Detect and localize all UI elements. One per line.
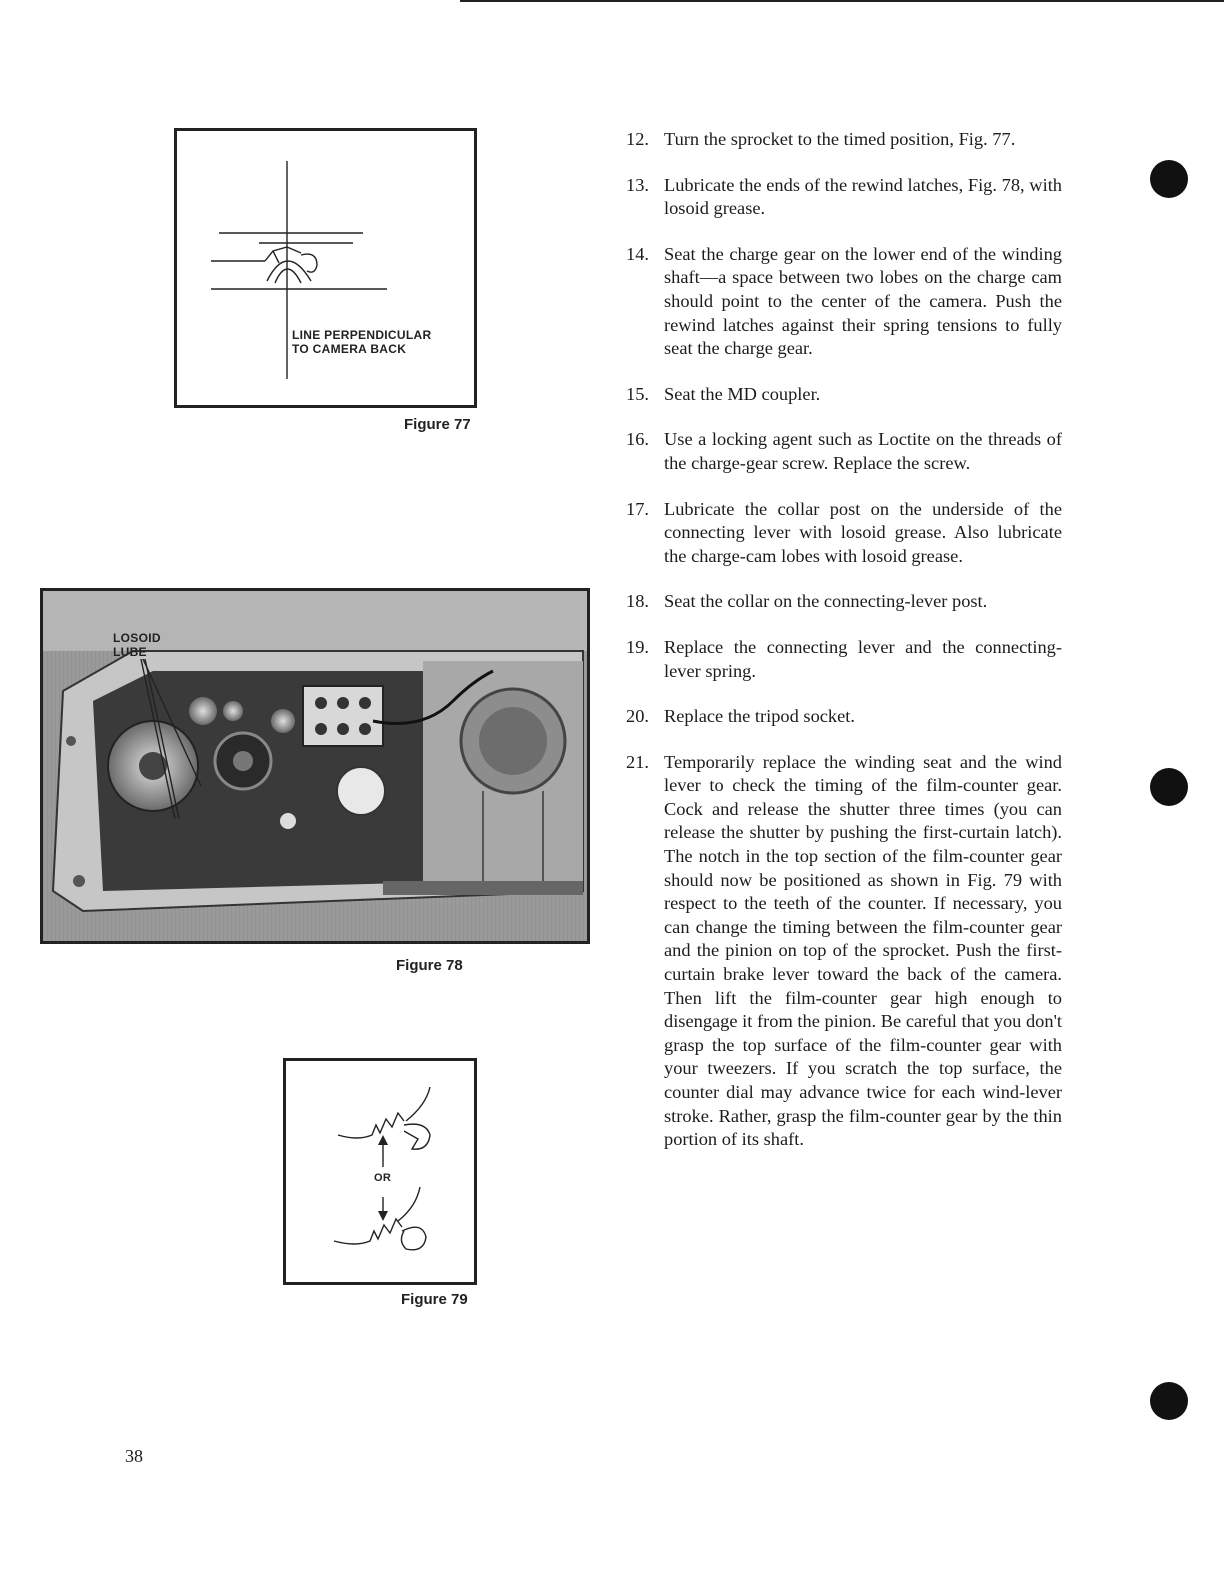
figure-78-label-line2: LUBE <box>113 645 147 659</box>
figure-79-caption: Figure 79 <box>401 1291 468 1308</box>
step-text: Replace the connecting lever and the connecting-lever spring. <box>664 636 1062 681</box>
step-number: 18. <box>626 591 649 612</box>
figure-79-or-label: OR <box>374 1172 392 1184</box>
figure-77-label-line2: TO CAMERA BACK <box>292 342 407 356</box>
figure-77-diagram <box>174 128 477 408</box>
step-text: Turn the sprocket to the timed position, Fig. 77. <box>664 129 1016 149</box>
step-14 <box>622 243 1062 361</box>
step-number: 19. <box>626 636 649 657</box>
step-18 <box>622 590 1062 614</box>
binder-hole-bottom <box>1150 1382 1188 1420</box>
figure-78-photo <box>40 588 590 944</box>
step-text: Replace the tripod socket. <box>664 706 855 727</box>
figure-77-label <box>292 328 431 356</box>
step-text: Seat the MD coupler. <box>664 383 821 404</box>
step-text: Lubricate the ends of the rewind latches, Fig. 78, with losoid grease. <box>664 174 1062 219</box>
page-number: 38 <box>125 1446 143 1466</box>
step-number: 14. <box>626 243 649 264</box>
step-number: 15. <box>626 383 649 404</box>
step-number: 13. <box>626 174 649 195</box>
step-19 <box>622 636 1062 683</box>
step-number: 16. <box>626 429 649 450</box>
step-text: Use a locking agent such as Loctite on the threads of the charge-gear screw. Replace the screw. <box>664 429 1062 473</box>
step-text: Seat the charge gear on the lower end of the winding shaft—a space between two lobes on the charge cam should point to the center of the camera. Push the rewind latches against their spring tensions to fully seat the charge gear. <box>664 243 1062 359</box>
step-16 <box>622 428 1062 475</box>
figure-78-label-line1: LOSOID <box>113 631 161 645</box>
step-text: Lubricate the collar post on the underside of the connecting lever with losoid grease. Also lubricate the charge-cam lobes with losoid grease. <box>664 498 1062 566</box>
step-number: 12. <box>626 129 649 149</box>
step-number: 20. <box>626 706 649 727</box>
step-12 <box>622 128 1062 152</box>
figure-79-diagram <box>283 1058 477 1285</box>
step-20 <box>622 705 1062 729</box>
step-text: Temporarily replace the winding seat and the wind lever to check the timing of the film-counter gear. Cock and release the shutter three times (you can release the shutter by pushing the first-curtain latch). The notch in the top section of the film-counter gear should now be positioned as shown in Fig. 79 with respect to the teeth of the counter. If necessary, you can change the timing between the film-counter gear and the pinion on top of the sprocket. Push the first-curtain brake lever toward the back of the camera. Then lift the film-counter gear high enough to disengage it from the pinion. Be careful that you don't grasp the top surface of the film-counter gear with your tweezers. If you scratch the top surface, the counter dial may advance twice for each wind-lever stroke. Rather, grasp the film-counter gear by the thin portion of its shaft. <box>664 751 1062 1150</box>
figure-77-label-line1: LINE PERPENDICULAR <box>292 328 432 342</box>
binder-hole-middle <box>1150 768 1188 806</box>
figure-77-line-drawing <box>177 131 474 405</box>
step-text: Seat the collar on the connecting-lever post. <box>664 591 988 612</box>
step-number: 17. <box>626 498 649 519</box>
figure-78-label <box>113 631 161 659</box>
figure-77-caption: Figure 77 <box>404 416 471 433</box>
step-13 <box>622 174 1062 221</box>
step-15 <box>622 383 1062 407</box>
procedure-steps <box>622 128 1062 1174</box>
step-21 <box>622 751 1062 1152</box>
figure-78-caption: Figure 78 <box>396 957 463 974</box>
step-number: 21. <box>626 751 649 772</box>
step-17 <box>622 498 1062 569</box>
binder-hole-top <box>1150 160 1188 198</box>
top-rule <box>460 0 1224 2</box>
